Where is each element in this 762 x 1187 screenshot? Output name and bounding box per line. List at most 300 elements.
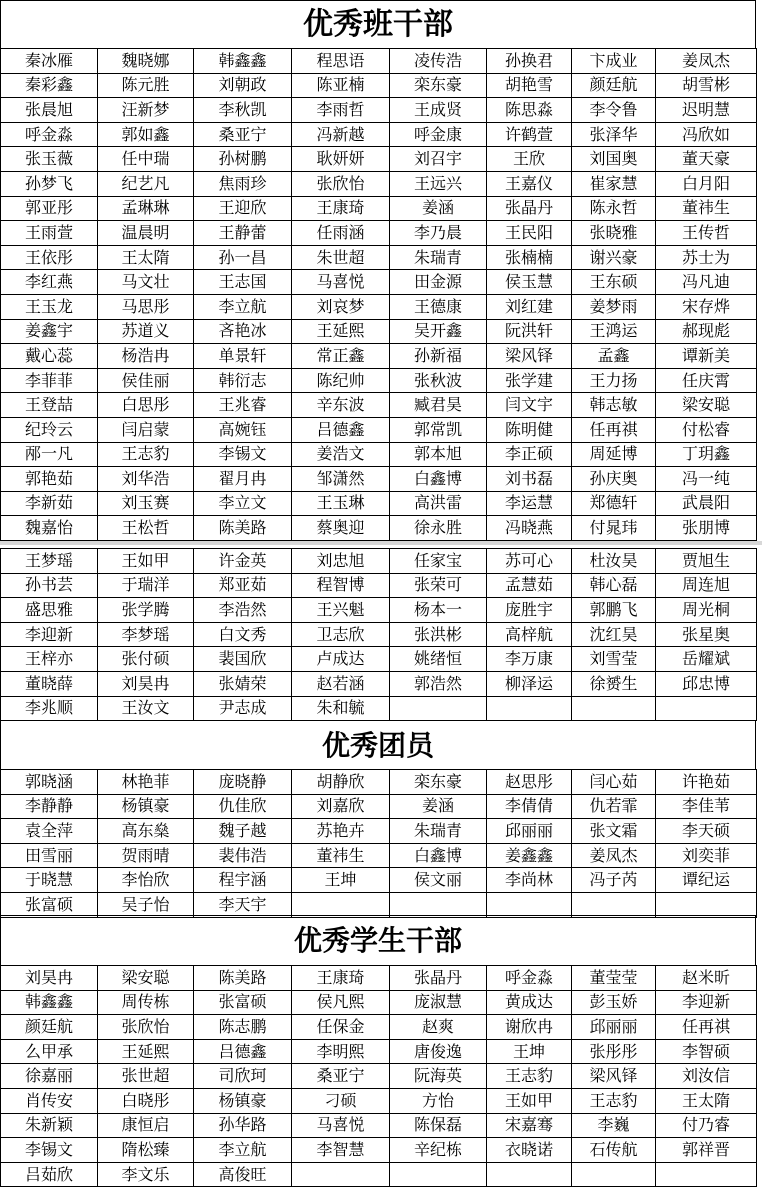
name-cell: 陈保磊 xyxy=(390,1113,487,1138)
name-cell: 张秋波 xyxy=(390,368,487,393)
table-row xyxy=(1,344,757,369)
name-cell: 姜鑫鑫 xyxy=(487,843,572,868)
name-cell: 李立航 xyxy=(194,294,292,319)
name-cell: 魏嘉怡 xyxy=(1,516,98,541)
name-cell: 李锡文 xyxy=(194,442,292,467)
name-cell: 秦冰雁 xyxy=(1,49,98,74)
name-cell xyxy=(390,892,487,917)
name-cell: 王依彤 xyxy=(1,245,98,270)
name-cell: 王志国 xyxy=(194,270,292,295)
name-cell: 吕德鑫 xyxy=(292,417,390,442)
name-cell: 赵爽 xyxy=(390,1015,487,1040)
name-cell: 韩鑫鑫 xyxy=(194,49,292,74)
name-cell: 姜凤杰 xyxy=(572,843,656,868)
name-cell: 贺雨晴 xyxy=(98,843,194,868)
name-cell: 田雪丽 xyxy=(1,843,98,868)
name-cell xyxy=(487,892,572,917)
table-row xyxy=(1,770,757,795)
name-cell: 李迎新 xyxy=(656,990,757,1015)
table-row xyxy=(1,622,757,647)
name-cell: 任庆霄 xyxy=(656,368,757,393)
name-cell: 李迎新 xyxy=(1,622,98,647)
name-cell: 韩心磊 xyxy=(572,573,656,598)
name-cell: 杜汝昊 xyxy=(572,549,656,574)
name-cell: 盛思雅 xyxy=(1,598,98,623)
name-cell: 隋松臻 xyxy=(98,1138,194,1163)
name-cell: 孟琳琳 xyxy=(98,196,194,221)
name-cell xyxy=(572,696,656,721)
name-cell: 陈元胜 xyxy=(98,73,194,98)
name-cell: 冯新越 xyxy=(292,122,390,147)
name-cell: 梁风铎 xyxy=(487,344,572,369)
name-cell: 迟明慧 xyxy=(656,98,757,123)
table-row xyxy=(1,122,757,147)
name-cell: 王嘉仪 xyxy=(487,171,572,196)
table-row xyxy=(1,1088,757,1113)
name-cell: 邱忠博 xyxy=(656,671,757,696)
name-cell: 卞成业 xyxy=(572,49,656,74)
name-cell: 王志豹 xyxy=(487,1064,572,1089)
name-cell: 张婧荣 xyxy=(194,671,292,696)
name-cell: 侯玉慧 xyxy=(487,270,572,295)
table-row xyxy=(1,98,757,123)
name-cell: 裴国欣 xyxy=(194,647,292,672)
name-cell: 任家宝 xyxy=(390,549,487,574)
name-cell: 刘哀梦 xyxy=(292,294,390,319)
table-row xyxy=(1,467,757,492)
name-cell: 杨浩冉 xyxy=(98,344,194,369)
name-cell: 吕德鑫 xyxy=(194,1039,292,1064)
name-cell: 臧君昊 xyxy=(390,393,487,418)
name-cell: 孙华路 xyxy=(194,1113,292,1138)
name-cell: 许金英 xyxy=(194,549,292,574)
name-cell: 李正硕 xyxy=(487,442,572,467)
name-cell: 石传航 xyxy=(572,1138,656,1163)
name-cell: 吴子怡 xyxy=(98,892,194,917)
name-cell: 方怡 xyxy=(390,1088,487,1113)
name-cell: 黄成达 xyxy=(487,990,572,1015)
name-cell: 唐俊逸 xyxy=(390,1039,487,1064)
name-cell: 白晓彤 xyxy=(98,1088,194,1113)
name-cell: 张学腾 xyxy=(98,598,194,623)
name-cell: 李倩倩 xyxy=(487,794,572,819)
name-cell: 马喜悦 xyxy=(292,1113,390,1138)
name-cell: 许鹤萱 xyxy=(487,122,572,147)
name-cell: 刘昊冉 xyxy=(1,966,98,991)
name-cell: 冯子芮 xyxy=(572,868,656,893)
name-cell: 庞淑慧 xyxy=(390,990,487,1015)
name-cell: 任中瑞 xyxy=(98,147,194,172)
name-cell: 桑亚宁 xyxy=(292,1064,390,1089)
name-cell: 孙庆奥 xyxy=(572,467,656,492)
name-cell: 高东燊 xyxy=(98,819,194,844)
name-cell: 孙树鹏 xyxy=(194,147,292,172)
name-cell: 王志豹 xyxy=(98,442,194,467)
name-cell: 高婉钰 xyxy=(194,417,292,442)
name-cell: 张晶丹 xyxy=(390,966,487,991)
name-cell: 刘朝政 xyxy=(194,73,292,98)
name-cell: 梁风铎 xyxy=(572,1064,656,1089)
name-cell xyxy=(292,892,390,917)
name-cell: 冯凡迪 xyxy=(656,270,757,295)
name-cell: 姜浩文 xyxy=(292,442,390,467)
name-cell: 王坤 xyxy=(292,868,390,893)
name-cell: 闫启蒙 xyxy=(98,417,194,442)
name-cell: 赵米昕 xyxy=(656,966,757,991)
name-cell: 张文霜 xyxy=(572,819,656,844)
name-cell: 董晓薛 xyxy=(1,671,98,696)
name-cell: 王延熙 xyxy=(98,1039,194,1064)
name-cell: 杨镇豪 xyxy=(194,1088,292,1113)
table-row xyxy=(1,966,757,991)
name-cell: 呼金淼 xyxy=(487,966,572,991)
name-cell: 周连旭 xyxy=(656,573,757,598)
name-cell: 李静静 xyxy=(1,794,98,819)
name-cell: 王欣 xyxy=(487,147,572,172)
name-cell: 张欣怡 xyxy=(98,1015,194,1040)
table-row xyxy=(1,696,757,721)
table-row xyxy=(1,1039,757,1064)
name-cell: 呼金淼 xyxy=(1,122,98,147)
name-cell: 桑亚宁 xyxy=(194,122,292,147)
table-row xyxy=(1,221,757,246)
name-cell: 秦彩鑫 xyxy=(1,73,98,98)
table-row xyxy=(1,393,757,418)
name-cell: 王如甲 xyxy=(487,1088,572,1113)
table-row xyxy=(1,819,757,844)
name-cell: 尹志成 xyxy=(194,696,292,721)
name-cell: 陈纪帅 xyxy=(292,368,390,393)
name-cell: 高俊旺 xyxy=(194,1162,292,1187)
name-cell: 李文乐 xyxy=(98,1162,194,1187)
name-cell: 刘华浩 xyxy=(98,467,194,492)
name-cell: 李天硕 xyxy=(656,819,757,844)
name-cell: 王德康 xyxy=(390,294,487,319)
name-cell: 王太隋 xyxy=(98,245,194,270)
table-row xyxy=(1,294,757,319)
name-cell: 朱新颖 xyxy=(1,1113,98,1138)
name-cell: 王延熙 xyxy=(292,319,390,344)
name-cell: 焦雨珍 xyxy=(194,171,292,196)
name-cell: 徐赟生 xyxy=(572,671,656,696)
name-cell: 董祎生 xyxy=(656,196,757,221)
name-cell: 王梓亦 xyxy=(1,647,98,672)
name-cell: 李万康 xyxy=(487,647,572,672)
table-row xyxy=(1,1138,757,1163)
name-cell: 陈亚楠 xyxy=(292,73,390,98)
name-cell: 王汝文 xyxy=(98,696,194,721)
name-cell: 李乃晨 xyxy=(390,221,487,246)
name-cell: 郭祥晋 xyxy=(656,1138,757,1163)
name-cell: 郭浩然 xyxy=(390,671,487,696)
name-cell: 邴一凡 xyxy=(1,442,98,467)
name-cell: 辛纪栋 xyxy=(390,1138,487,1163)
name-cell: 赵若涵 xyxy=(292,671,390,696)
name-cell: 温晨明 xyxy=(98,221,194,246)
table-row xyxy=(1,671,757,696)
name-cell: 王康琦 xyxy=(292,966,390,991)
name-cell: 孙换君 xyxy=(487,49,572,74)
name-cell: 张晶丹 xyxy=(487,196,572,221)
table-row xyxy=(1,990,757,1015)
table-row xyxy=(1,794,757,819)
name-cell: 张晓雅 xyxy=(572,221,656,246)
name-cell xyxy=(572,892,656,917)
name-cell: 宋嘉骞 xyxy=(487,1113,572,1138)
name-cell: 李锡文 xyxy=(1,1138,98,1163)
name-cell: 颜廷航 xyxy=(1,1015,98,1040)
name-cell: 岳耀斌 xyxy=(656,647,757,672)
cadres-table-part2 xyxy=(0,548,757,721)
name-cell: 郭如鑫 xyxy=(98,122,194,147)
name-cell: 林艳菲 xyxy=(98,770,194,795)
name-cell xyxy=(572,1162,656,1187)
name-cell: 王兴魁 xyxy=(292,598,390,623)
name-cell: 谭纪运 xyxy=(656,868,757,893)
name-cell: 朱瑞青 xyxy=(390,245,487,270)
name-cell: 邱丽丽 xyxy=(487,819,572,844)
name-cell: 李浩然 xyxy=(194,598,292,623)
table-row xyxy=(1,196,757,221)
name-cell: 苏艳卉 xyxy=(292,819,390,844)
name-cell: 李明熙 xyxy=(292,1039,390,1064)
name-cell: 王民阳 xyxy=(487,221,572,246)
name-cell: 韩鑫鑫 xyxy=(1,990,98,1015)
name-cell: 闫文宇 xyxy=(487,393,572,418)
name-cell: 李天宇 xyxy=(194,892,292,917)
name-cell: 梁安聪 xyxy=(656,393,757,418)
name-cell: 苏道义 xyxy=(98,319,194,344)
name-cell: 付乃睿 xyxy=(656,1113,757,1138)
name-cell: 陈永哲 xyxy=(572,196,656,221)
name-cell: 姜鑫宇 xyxy=(1,319,98,344)
name-cell: 刘国奥 xyxy=(572,147,656,172)
name-cell: 姜梦雨 xyxy=(572,294,656,319)
name-cell: 阮海英 xyxy=(390,1064,487,1089)
name-cell: 张世超 xyxy=(98,1064,194,1089)
name-cell: 凌传浩 xyxy=(390,49,487,74)
cadres-table-part1 xyxy=(0,48,757,541)
name-cell: 卢成达 xyxy=(292,647,390,672)
name-cell: 魏子越 xyxy=(194,819,292,844)
name-cell: 杨镇豪 xyxy=(98,794,194,819)
name-cell: 王志豹 xyxy=(572,1088,656,1113)
name-cell: 梁安聪 xyxy=(98,966,194,991)
name-cell: 庞晓静 xyxy=(194,770,292,795)
name-cell: 翟月冉 xyxy=(194,467,292,492)
name-cell: 苏士为 xyxy=(656,245,757,270)
name-cell: 徐永胜 xyxy=(390,516,487,541)
name-cell: 孟鑫 xyxy=(572,344,656,369)
name-cell: 任再祺 xyxy=(656,1015,757,1040)
name-cell: 冯一纯 xyxy=(656,467,757,492)
name-cell: 韩衍志 xyxy=(194,368,292,393)
name-cell: 白月阳 xyxy=(656,171,757,196)
name-cell: 刘玉赛 xyxy=(98,491,194,516)
name-cell: 侯佳丽 xyxy=(98,368,194,393)
name-cell: 朱世超 xyxy=(292,245,390,270)
section-title-outstanding-student-cadres: 优秀学生干部 xyxy=(0,915,756,966)
name-cell: 王松哲 xyxy=(98,516,194,541)
name-cell: 邱丽丽 xyxy=(572,1015,656,1040)
name-cell: 张晨旭 xyxy=(1,98,98,123)
name-cell: 陈明健 xyxy=(487,417,572,442)
name-cell: 任再祺 xyxy=(572,417,656,442)
name-cell: 沈红昊 xyxy=(572,622,656,647)
table-row xyxy=(1,319,757,344)
name-cell: 崔家慧 xyxy=(572,171,656,196)
name-cell: 郭鹏飞 xyxy=(572,598,656,623)
name-cell xyxy=(487,1162,572,1187)
name-cell: 马喜悦 xyxy=(292,270,390,295)
name-cell: 刘书磊 xyxy=(487,467,572,492)
name-cell: 闫心茹 xyxy=(572,770,656,795)
name-cell: 栾东豪 xyxy=(390,73,487,98)
name-cell: 王坤 xyxy=(487,1039,572,1064)
name-cell: 于瑞洋 xyxy=(98,573,194,598)
name-cell: 张付硕 xyxy=(98,647,194,672)
name-cell: 白思彤 xyxy=(98,393,194,418)
name-cell: 汪新梦 xyxy=(98,98,194,123)
name-cell: 姚绪恒 xyxy=(390,647,487,672)
table-row xyxy=(1,1015,757,1040)
table-row xyxy=(1,516,757,541)
name-cell: 郭晓涵 xyxy=(1,770,98,795)
table-row xyxy=(1,417,757,442)
name-cell: 王成贤 xyxy=(390,98,487,123)
table-row xyxy=(1,491,757,516)
name-cell: 程智博 xyxy=(292,573,390,598)
name-cell: 白文秀 xyxy=(194,622,292,647)
name-cell: 周传栋 xyxy=(98,990,194,1015)
name-cell: 纪玲云 xyxy=(1,417,98,442)
table-row xyxy=(1,868,757,893)
name-cell: 李梦瑶 xyxy=(98,622,194,647)
name-cell: 张玉薇 xyxy=(1,147,98,172)
name-cell xyxy=(656,892,757,917)
name-cell: 张学建 xyxy=(487,368,572,393)
name-cell: 李巍 xyxy=(572,1113,656,1138)
name-cell: 邹潇然 xyxy=(292,467,390,492)
name-cell: 吕茹欣 xyxy=(1,1162,98,1187)
name-cell: 刘汝信 xyxy=(656,1064,757,1089)
name-cell: 刘奕菲 xyxy=(656,843,757,868)
name-cell: 李令鲁 xyxy=(572,98,656,123)
name-cell: 许艳茹 xyxy=(656,770,757,795)
name-cell: 苏可心 xyxy=(487,549,572,574)
name-cell: 孙新福 xyxy=(390,344,487,369)
name-cell: 刘召宇 xyxy=(390,147,487,172)
name-cell: 衣晓诺 xyxy=(487,1138,572,1163)
name-cell: 李菲菲 xyxy=(1,368,98,393)
name-cell: 张星奥 xyxy=(656,622,757,647)
name-cell: 戴心蕊 xyxy=(1,344,98,369)
name-cell: 董祎生 xyxy=(292,843,390,868)
name-cell: 董天豪 xyxy=(656,147,757,172)
name-cell: 程思语 xyxy=(292,49,390,74)
section-title-outstanding-league-members: 优秀团员 xyxy=(0,720,756,770)
name-cell: 李兆顺 xyxy=(1,696,98,721)
name-cell: 侯文丽 xyxy=(390,868,487,893)
name-cell: 胡艳雪 xyxy=(487,73,572,98)
table-row xyxy=(1,368,757,393)
name-cell: 刘雪莹 xyxy=(572,647,656,672)
name-cell: 仇佳欣 xyxy=(194,794,292,819)
name-cell: 吝艳冰 xyxy=(194,319,292,344)
name-cell: 卫志欣 xyxy=(292,622,390,647)
name-cell: 任雨涵 xyxy=(292,221,390,246)
name-cell: 李雨哲 xyxy=(292,98,390,123)
name-cell: 白鑫博 xyxy=(390,467,487,492)
name-cell: 王静蕾 xyxy=(194,221,292,246)
name-cell: 裴伟浩 xyxy=(194,843,292,868)
name-cell: 康恒启 xyxy=(98,1113,194,1138)
name-cell: 王东硕 xyxy=(572,270,656,295)
name-cell: 彭玉娇 xyxy=(572,990,656,1015)
name-cell: 栾东豪 xyxy=(390,770,487,795)
name-cell: 陈志鹏 xyxy=(194,1015,292,1040)
name-cell: 王康琦 xyxy=(292,196,390,221)
name-cell: 徐嘉丽 xyxy=(1,1064,98,1089)
name-cell: 丁玥鑫 xyxy=(656,442,757,467)
name-cell: 谭新美 xyxy=(656,344,757,369)
table-row xyxy=(1,49,757,74)
name-cell: 张欣怡 xyxy=(292,171,390,196)
name-cell: 王传哲 xyxy=(656,221,757,246)
name-cell xyxy=(292,1162,390,1187)
name-cell: 仇若霏 xyxy=(572,794,656,819)
name-cell: 王鸿运 xyxy=(572,319,656,344)
name-cell: 颜廷航 xyxy=(572,73,656,98)
name-cell xyxy=(390,696,487,721)
name-cell: 张富硕 xyxy=(194,990,292,1015)
name-cell: 宋存烨 xyxy=(656,294,757,319)
name-cell: 孙一昌 xyxy=(194,245,292,270)
name-cell: 郭本旭 xyxy=(390,442,487,467)
name-cell: 谢兴豪 xyxy=(572,245,656,270)
name-cell: 李立文 xyxy=(194,491,292,516)
name-cell: 么甲承 xyxy=(1,1039,98,1064)
name-cell: 白鑫博 xyxy=(390,843,487,868)
name-cell: 王玉琳 xyxy=(292,491,390,516)
name-cell: 冯晓燕 xyxy=(487,516,572,541)
name-cell: 袁全萍 xyxy=(1,819,98,844)
name-cell: 王如甲 xyxy=(98,549,194,574)
name-cell xyxy=(656,1162,757,1187)
name-cell: 张楠楠 xyxy=(487,245,572,270)
name-cell: 朱瑞青 xyxy=(390,819,487,844)
name-cell: 呼金康 xyxy=(390,122,487,147)
name-cell: 冯欣如 xyxy=(656,122,757,147)
name-cell: 李智慧 xyxy=(292,1138,390,1163)
name-cell: 张朋博 xyxy=(656,516,757,541)
name-cell: 高梓航 xyxy=(487,622,572,647)
name-cell: 任保金 xyxy=(292,1015,390,1040)
name-cell xyxy=(656,696,757,721)
name-cell: 庞胜宇 xyxy=(487,598,572,623)
name-cell: 李智硕 xyxy=(656,1039,757,1064)
name-cell: 周延博 xyxy=(572,442,656,467)
student-cadres-table xyxy=(0,965,757,1187)
table-row xyxy=(1,171,757,196)
name-cell: 谢欣冉 xyxy=(487,1015,572,1040)
name-cell: 王迎欣 xyxy=(194,196,292,221)
name-cell xyxy=(390,1162,487,1187)
name-cell: 李佳苇 xyxy=(656,794,757,819)
name-cell: 高洪雷 xyxy=(390,491,487,516)
name-cell: 陈美路 xyxy=(194,966,292,991)
name-cell: 马思彤 xyxy=(98,294,194,319)
